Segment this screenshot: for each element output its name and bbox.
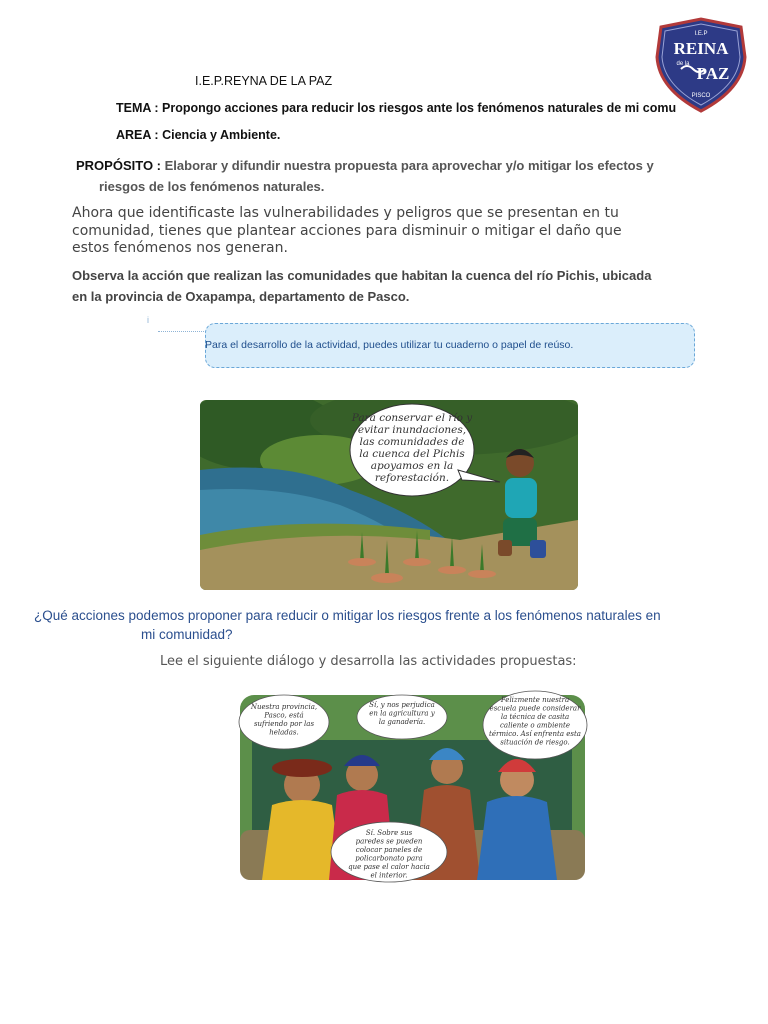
dialogue-bubble-line: paredes se pueden	[355, 837, 423, 846]
dialogue-bubble-line: la técnica de casita	[500, 713, 570, 721]
dialogue-bubble-line: escuela puede considerar	[489, 704, 581, 713]
school-logo	[653, 17, 749, 113]
dialogue-bubble-line: Sí, y nos perjudica	[369, 701, 435, 709]
observa-paragraph	[72, 265, 672, 307]
logo-top-text: I.E.P	[694, 31, 708, 37]
school-name: I.E.P.REYNA DE LA PAZ	[195, 74, 333, 88]
dialogue-bubble-line: caliente o ambiente	[500, 721, 570, 730]
question-text	[34, 606, 714, 644]
dialogue-illustration	[232, 690, 592, 885]
dialogue-bubble-line: que pase el calor hacia	[348, 863, 430, 871]
dialogue-bubble-line: sufriendo por las	[253, 720, 315, 728]
bubble-line: la cuenca del Pichis	[359, 448, 465, 460]
dialogue-bubble-line: policarbonato para	[355, 854, 423, 863]
bubble-line: las comunidades de	[359, 436, 465, 448]
dialogue-bubble-line: térmico. Así enfrenta esta	[489, 730, 581, 738]
dialogue-bubble-line: colocar paneles de	[355, 846, 423, 854]
proposito	[76, 155, 676, 197]
tip-mark: i	[147, 315, 149, 325]
tip-text: Para el desarrollo de la actividad, puedes utilizar tu cuaderno o papel de reúso.	[205, 339, 574, 351]
proposito-label: PROPÓSITO :	[76, 158, 165, 173]
logo-bottom-text: PISCO	[691, 93, 711, 99]
instruction-text: Lee el siguiente diálogo y desarrolla las actividades propuestas:	[160, 654, 577, 669]
dialogue-bubble-line: la ganadería.	[378, 718, 426, 726]
dialogue-bubble-line: Felizmente nuestra	[500, 696, 570, 704]
question-line1: ¿Qué acciones podemos proponer para reducir o mitigar los riesgos frente a los fenómenos naturales en	[34, 608, 661, 623]
logo-small: de la	[676, 61, 690, 67]
observa-line2: en la provincia de Oxapampa, departamento de Pasco.	[72, 289, 410, 304]
dialogue-bubble-line: en la agricultura y	[369, 709, 435, 718]
dialogue-bubble-line: heladas.	[269, 728, 299, 737]
proposito-line1: Elaborar y difundir nuestra propuesta para aprovechar y/o mitigar los efectos y	[164, 158, 654, 173]
dialogue-bubble-line: el interior.	[370, 871, 408, 880]
bubble-line: evitar inundaciones,	[357, 424, 467, 436]
area-line: AREA : Ciencia y Ambiente.	[116, 128, 281, 142]
bubble-line: apoyamos en la	[370, 460, 454, 472]
intro-paragraph: Ahora que identificaste las vulnerabilidades y peligros que se presentan en tu comunidad, tienes que plantear acciones para disminuir o mitigar el daño que estos fenómenos nos generan.	[72, 205, 622, 256]
tema-line: TEMA : Propongo acciones para reducir los riesgos ante los fenómenos naturales de mi comu	[116, 101, 677, 115]
dialogue-bubble-line: situación de riesgo.	[500, 738, 570, 747]
observa-line1: Observa la acción que realizan las comunidades que habitan la cuenca del río Pichis, ubicada	[72, 268, 652, 283]
dialogue-bubble-line: Nuestra provincia,	[250, 703, 318, 711]
dialogue-bubble-line: Pasco, está	[264, 711, 304, 720]
logo-word1: REINA	[673, 39, 729, 58]
bubble-line: Para conservar el río y	[351, 412, 473, 424]
proposito-line2: riesgos de los fenómenos naturales.	[99, 179, 325, 194]
reforestation-illustration	[200, 400, 578, 590]
question-line2: mi comunidad?	[141, 627, 233, 642]
dialogue-bubble-line: Sí. Sobre sus	[365, 829, 413, 837]
bubble-line: reforestación.	[374, 472, 450, 484]
logo-word2: PAZ	[696, 64, 730, 83]
